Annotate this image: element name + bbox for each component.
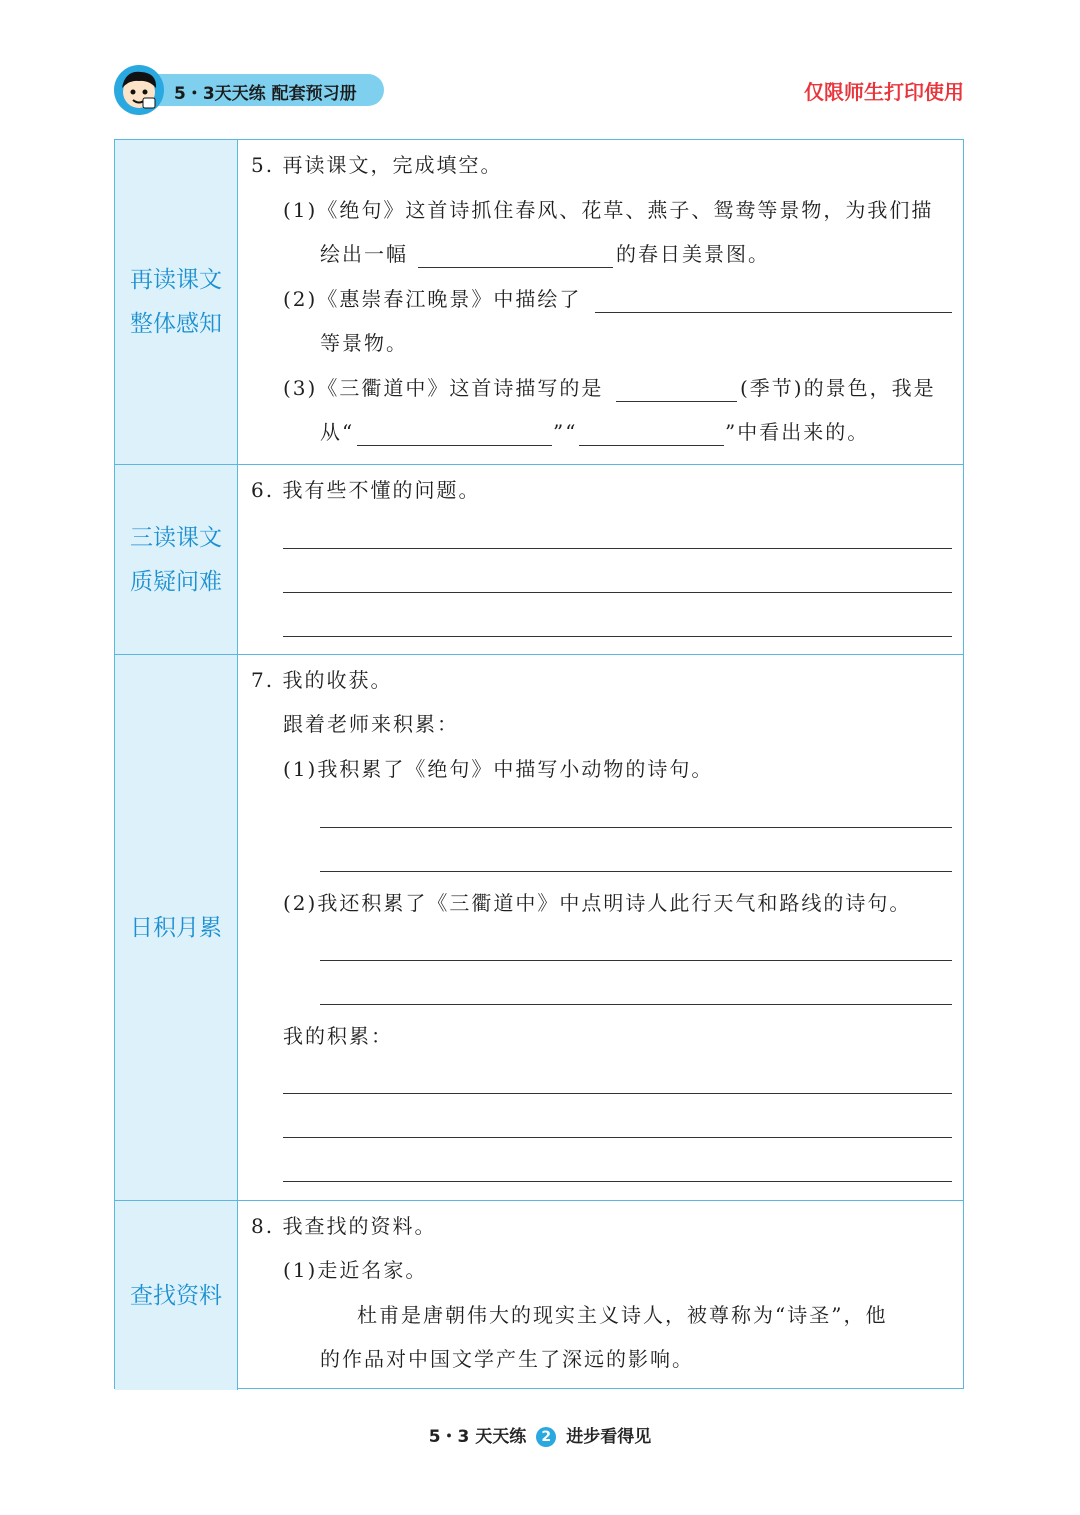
answer-line[interactable]: [283, 1181, 952, 1182]
question-5-part2-b: 等景物。: [320, 331, 408, 355]
question-7-mine: 我的积累：: [283, 1024, 393, 1048]
section-label-line: 整体感知: [130, 311, 222, 337]
header-notice: 仅限师生打印使用: [804, 80, 964, 104]
answer-line[interactable]: [283, 548, 952, 549]
section-research: [115, 1201, 963, 1390]
question-5-part1-a: (1)《绝句》这首诗抓住春风、花草、燕子、鸳鸯等景物，为我们描: [283, 198, 934, 222]
section-label-line: 质疑问难: [130, 568, 222, 595]
question-5-part1-b: 绘出一幅: [320, 242, 408, 266]
mascot-icon: [113, 64, 165, 116]
question-8-body-line1: 杜甫是唐朝伟大的现实主义诗人，被尊称为“诗圣”，他: [357, 1303, 888, 1327]
section-questions: [115, 465, 963, 655]
question-7-part1: (1)我积累了《绝句》中描写小动物的诗句。: [283, 757, 714, 781]
answer-line[interactable]: [283, 592, 952, 593]
page-number-badge: 2: [536, 1427, 556, 1447]
answer-line[interactable]: [320, 827, 952, 828]
answer-line[interactable]: [283, 636, 952, 637]
footer: [0, 1422, 1080, 1447]
section-label: [115, 655, 238, 1200]
header-series-pill: [138, 74, 384, 106]
answer-line[interactable]: [283, 1093, 952, 1094]
answer-blank[interactable]: [418, 267, 613, 268]
section-label-line: 再读课文: [130, 267, 222, 293]
question-8-part1: (1)走近名家。: [283, 1258, 428, 1282]
section-reread: [115, 140, 963, 465]
answer-blank[interactable]: [579, 445, 724, 446]
answer-blank[interactable]: [357, 445, 552, 446]
answer-line[interactable]: [320, 1004, 952, 1005]
question-5-title: 5. 再读课文，完成填空。: [251, 153, 503, 177]
footer-slogan: 进步看得见: [566, 1427, 652, 1447]
question-6-title: 6. 我有些不懂的问题。: [251, 478, 481, 502]
question-5-part3-b: (季节)的景色，我是: [740, 376, 936, 400]
answer-line[interactable]: [283, 1137, 952, 1138]
answer-line[interactable]: [320, 871, 952, 872]
answer-blank[interactable]: [616, 401, 737, 402]
footer-series: 5・3 天天练: [428, 1427, 527, 1447]
worksheet-table: [114, 139, 964, 1389]
answer-line[interactable]: [320, 960, 952, 961]
section-label-line: 查找资料: [130, 1282, 222, 1309]
question-7-part2: (2)我还积累了《三衢道中》中点明诗人此行天气和路线的诗句。: [283, 891, 912, 915]
question-5-part3-c: 从“: [320, 420, 355, 444]
section-label: [115, 140, 238, 464]
question-7-subtitle: 跟着老师来积累：: [283, 712, 459, 736]
section-label-line: 日积月累: [130, 914, 222, 941]
section-accumulate: [115, 655, 963, 1201]
section-label: [115, 465, 238, 654]
question-7-title: 7. 我的收获。: [251, 668, 393, 692]
question-8-title: 8. 我查找的资料。: [251, 1214, 437, 1238]
question-5-part3-d: ”“: [553, 420, 578, 444]
question-5-part2-a: (2)《惠崇春江晚景》中描绘了: [283, 287, 582, 311]
question-5-part1-c: 的春日美景图。: [616, 242, 770, 266]
section-label-line: 三读课文: [130, 524, 222, 551]
header-series-title: 5・3天天练 配套预习册: [174, 84, 357, 104]
section-label: [115, 1201, 238, 1390]
answer-blank[interactable]: [595, 312, 952, 313]
question-5-part3-e: ”中看出来的。: [725, 420, 870, 444]
question-8-body-line2: 的作品对中国文学产生了深远的影响。: [320, 1347, 694, 1371]
question-5-part3-a: (3)《三衢道中》这首诗描写的是: [283, 376, 604, 400]
